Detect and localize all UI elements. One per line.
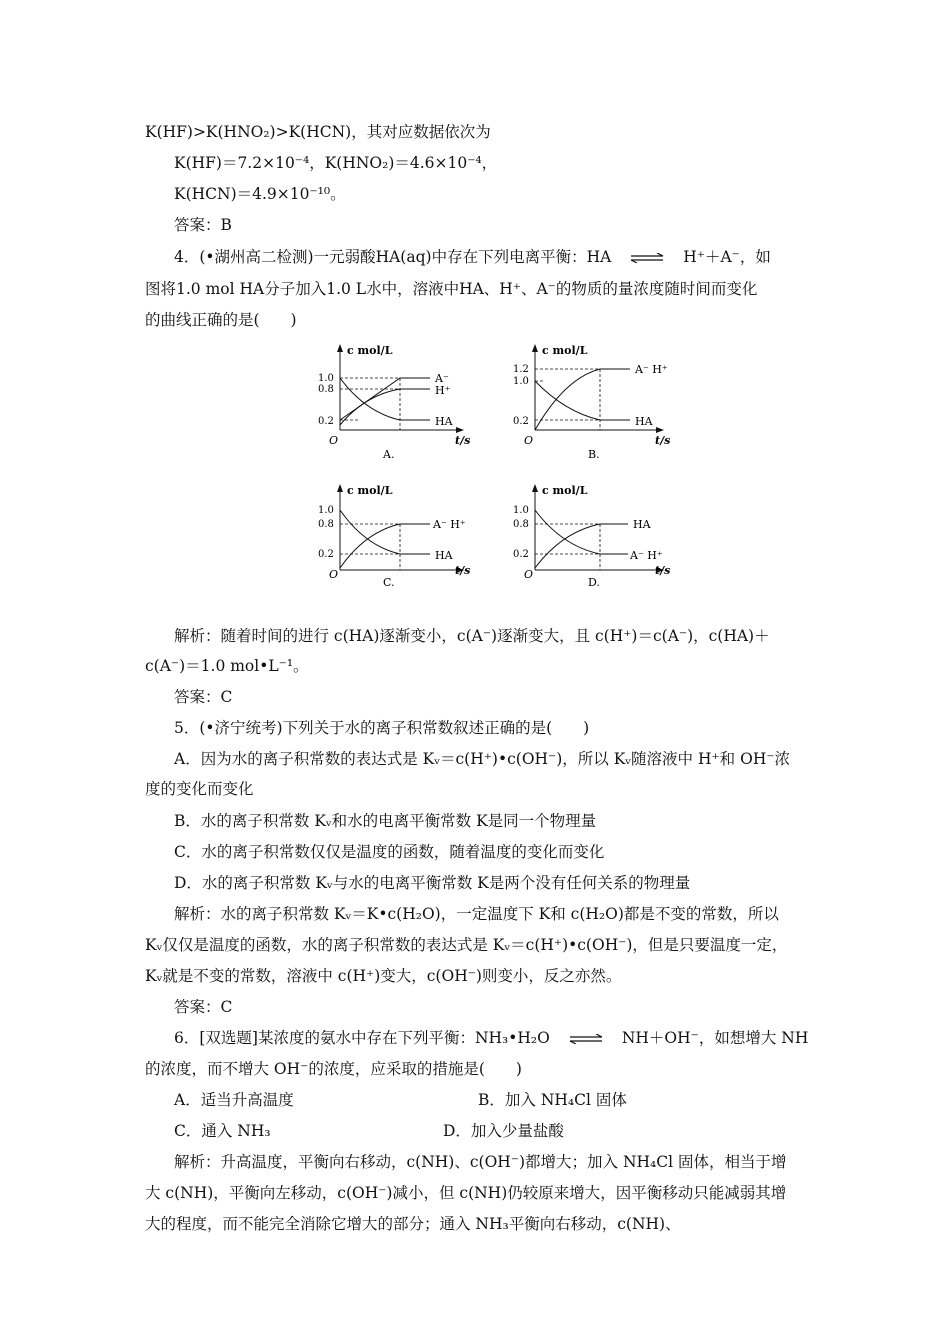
y-axis-arrow [337,484,343,492]
q6-option-d: D．加入少量盐酸 [443,1122,564,1140]
x-axis-label: t/s [455,564,471,577]
tick-label: 0.8 [318,519,334,530]
series-label: A⁻ H⁺ [630,549,663,562]
q6-option-b: B．加入 NH₄Cl 固体 [478,1091,627,1109]
curve-ions [340,524,430,568]
tick-label: 0.8 [318,384,334,395]
q5-analysis3: Kᵥ就是不变的常数，溶液中 c(H⁺)变大，c(OH⁻)则变小，反之亦然。 [145,967,622,985]
tick-label: 0.8 [513,519,529,530]
y-axis-arrow [337,344,343,352]
tick-label: 0.2 [318,416,334,427]
q6-line2: 的浓度，而不增大 OH⁻的浓度，应采取的措施是( ) [145,1060,522,1078]
series-label: A⁻ H⁺ [433,518,466,531]
tick-label: 1.0 [318,373,334,384]
curve-ions [535,510,628,554]
origin-label: O [524,434,534,447]
q6-line1 [174,1028,808,1048]
tick-label: 0.2 [513,549,529,560]
q6-option-a: A．适当升高温度 [174,1091,294,1109]
x-axis-label: t/s [455,434,471,447]
origin-label: O [329,568,339,581]
figure-c [305,480,485,602]
y-axis-label: c mol/L [542,484,588,497]
q4-analysis2: c(A⁻)＝1.0 mol•L⁻¹。 [145,657,309,675]
p3-line1: K(HF)>K(HNO₂)>K(HCN)，其对应数据依次为 [145,123,491,141]
p3-line2: K(HF)＝7.2×10⁻⁴，K(HNO₂)＝4.6×10⁻⁴， [174,154,498,172]
q5-analysis1: 解析：水的离子积常数 Kᵥ＝K•c(H₂O)，一定温度下 K和 c(H₂O)都是不变的常数，所以 [174,905,779,923]
x-axis-label: t/s [655,434,671,447]
figure-a [305,340,485,462]
series-label: HA [435,415,453,428]
series-label: H⁺ [435,384,451,397]
series-label: A⁻ H⁺ [635,363,668,376]
curve-ions [535,369,630,430]
y-axis-arrow [532,344,538,352]
q5-option-c: C．水的离子积常数仅仅是温度的函数，随着温度的变化而变化 [174,843,605,861]
x-axis-label: t/s [655,564,671,577]
q5-stem: 5．(•济宁统考)下列关于水的离子积常数叙述正确的是( ) [174,719,590,737]
curve-a-minus [340,378,430,420]
figure-b [500,340,690,462]
origin-label: O [524,568,534,581]
tick-label: 1.0 [513,376,529,387]
tick-label: 1.0 [318,505,334,516]
q6-analysis1: 解析：升高温度，平衡向右移动，c(NH)、c(OH⁻)都增大；加入 NH₄Cl 固体，相当于增 [174,1153,787,1171]
p3-line3: K(HCN)＝4.9×10⁻¹⁰。 [174,185,346,203]
q4-line2: 图将1.0 mol HA分子加入1.0 L水中，溶液中HA、H⁺、A⁻的物质的量浓度随时间而变化 [145,280,758,298]
series-label: HA [633,518,651,531]
q6-analysis3: 大的程度，而不能完全消除它增大的部分；通入 NH₃平衡向右移动，c(NH)、 [145,1215,681,1233]
figure-caption: C. [383,576,395,589]
q4-analysis1: 解析：随着时间的进行 c(HA)逐渐变小，c(A⁻)逐渐变大，且 c(H⁺)＝c(A⁻)，c(HA)＋ [174,627,770,645]
curve-ha [340,510,430,554]
q4-line1 [174,247,771,267]
q5-option-d: D．水的离子积常数 Kᵥ与水的电离平衡常数 K是两个没有任何关系的物理量 [174,874,691,892]
q5-option-a: A．因为水的离子积常数的表达式是 Kᵥ＝c(H⁺)•c(OH⁻)，所以 Kᵥ随溶液中 H⁺和 OH⁻浓 [174,750,791,768]
q6-option-c: C．通入 NH₃ [174,1122,271,1140]
q5-option-a-cont: 度的变化而变化 [145,780,254,798]
curve-ha [535,524,628,568]
tick-label: 1.0 [513,505,529,516]
q6-analysis2: 大 c(NH)，平衡向左移动，c(OH⁻)减小，但 c(NH)仍较原来增大，因平衡移动只能减弱其增 [145,1184,787,1202]
q4-line1-a: 4．(•湖州高二检测)一元弱酸HA(aq)中存在下列电离平衡：HA [174,248,612,266]
y-axis-arrow [532,484,538,492]
y-axis-label: c mol/L [347,344,393,357]
y-axis-label: c mol/L [347,484,393,497]
tick-label: 0.2 [318,549,334,560]
curve-ha [340,378,430,420]
x-axis-arrow [456,427,464,433]
q4-answer: 答案：C [174,688,233,706]
figure-d [500,480,690,602]
series-label: HA [435,549,453,562]
p3-answer: 答案：B [174,216,232,234]
figure-caption: B. [588,448,600,461]
q6-line1-b: NH＋OH⁻，如想增大 NH [621,1029,809,1047]
q4-line1-b: H⁺＋A⁻，如 [683,248,771,266]
series-label: HA [635,415,653,428]
figure-caption: D. [588,576,600,589]
q4-line3: 的曲线正确的是( ) [145,311,297,329]
equilibrium-arrow-icon [568,1034,604,1044]
curve-ha [535,381,630,420]
tick-label: 0.2 [513,416,529,427]
origin-label: O [329,434,339,447]
x-axis-arrow [656,427,664,433]
q5-option-b: B．水的离子积常数 Kᵥ和水的电离平衡常数 K是同一个物理量 [174,812,597,830]
series-label: A⁻ [435,372,449,385]
tick-label: 1.2 [513,364,529,375]
q5-answer: 答案：C [174,998,233,1016]
y-axis-label: c mol/L [542,344,588,357]
equilibrium-arrow-icon [629,253,665,263]
q5-analysis2: Kᵥ仅仅是温度的函数，水的离子积常数的表达式是 Kᵥ＝c(H⁺)•c(OH⁻)，但是只要温度一定， [145,936,788,954]
q6-line1-a: 6．[双选题]某浓度的氨水中存在下列平衡：NH₃•H₂O [174,1029,550,1047]
figure-caption: A. [383,448,395,461]
